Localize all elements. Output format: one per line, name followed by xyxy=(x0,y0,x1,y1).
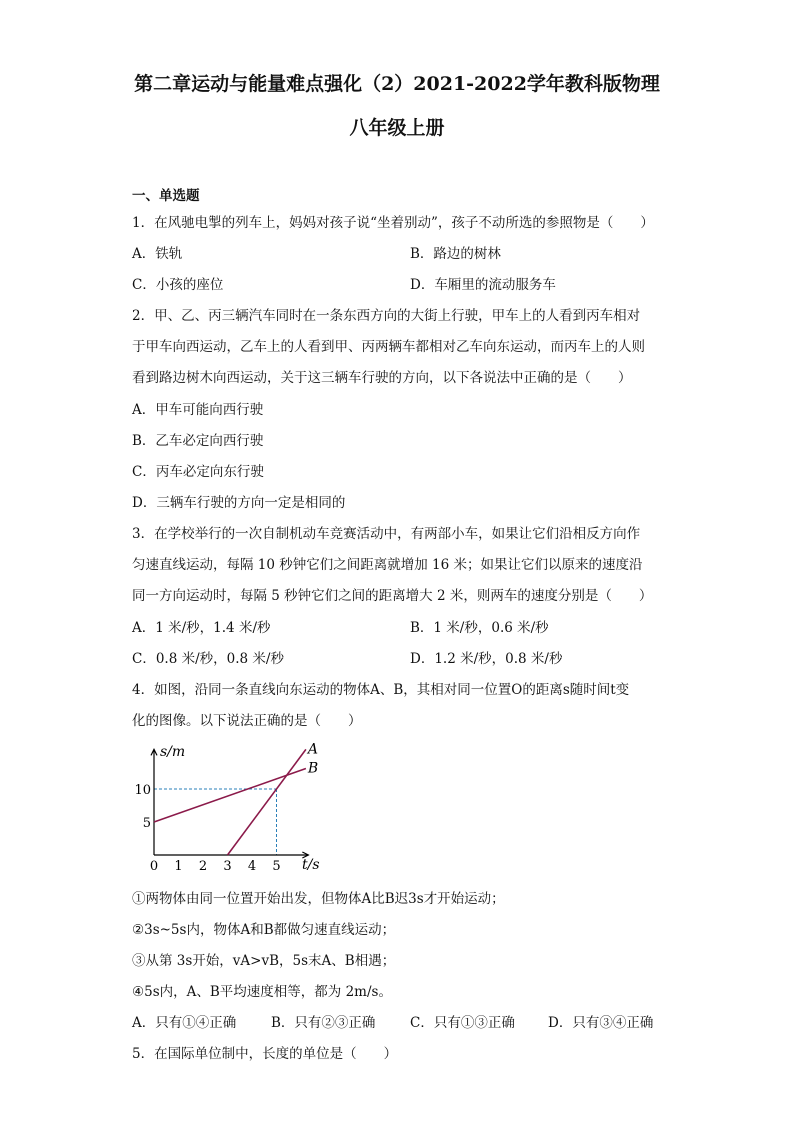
question-1-option-b: B．路边的树林 xyxy=(410,246,501,262)
question-2-stem-line-2: 于甲车向西运动，乙车上的人看到甲、丙两辆车都相对乙车向东运动，而丙车上的人则 xyxy=(132,339,645,355)
question-2-stem-line-3: 看到路边树木向西运动，关于这三辆车行驶的方向，以下各说法中正确的是（ ） xyxy=(132,370,632,386)
question-3-option-d: D．1.2 米/秒，0.8 米/秒 xyxy=(410,651,563,667)
page-title-line-1: 第二章运动与能量难点强化（2）2021-2022学年教科版物理 xyxy=(134,73,660,95)
question-4-option-a: A．只有①④正确 xyxy=(132,1015,237,1031)
y-tick-label: 10 xyxy=(134,783,151,798)
question-4-option-d: D．只有③④正确 xyxy=(548,1015,654,1031)
question-3-option-b: B．1 米/秒，0.6 米/秒 xyxy=(410,620,549,636)
question-4-statement-1: ①两物体由同一位置开始出发，但物体A比B迟3s才开始运动； xyxy=(132,891,505,907)
question-4-statement-4: ④5s内，A、B平均速度相等，都为 2m/s。 xyxy=(132,984,392,1000)
question-2-option-b: B．乙车必定向西行驶 xyxy=(132,433,264,449)
x-tick-label: 2 xyxy=(198,859,208,874)
x-tick-label: 4 xyxy=(247,859,257,874)
question-3-option-c: C．0.8 米/秒，0.8 米/秒 xyxy=(132,651,284,667)
x-axis-label: t/s xyxy=(302,857,320,873)
question-1-option-a: A．铁轨 xyxy=(132,246,183,262)
distance-time-chart xyxy=(130,738,330,878)
y-axis-label: s/m xyxy=(160,744,186,760)
question-1-stem: 1．在风驰电掣的列车上，妈妈对孩子说“坐着别动”，孩子不动所选的参照物是（ ） xyxy=(132,215,654,231)
question-2-option-d: D．三辆车行驶的方向一定是相同的 xyxy=(132,495,346,511)
question-4-statement-2: ②3s~5s内，物体A和B都做匀速直线运动； xyxy=(132,922,396,938)
x-tick-label: 3 xyxy=(223,859,232,874)
question-2-option-c: C．丙车必定向东行驶 xyxy=(132,464,264,480)
question-3-stem-line-3: 同一方向运动时，每隔 5 秒钟它们之间的距离增大 2 米，则两车的速度分别是（ ） xyxy=(132,588,653,604)
page-title-line-2: 八年级上册 xyxy=(349,117,445,139)
series-line-a xyxy=(228,749,306,855)
question-2-stem-line-1: 2．甲、乙、丙三辆汽车同时在一条东西方向的大街上行驶，甲车上的人看到丙车相对 xyxy=(132,308,641,324)
x-tick-label: 5 xyxy=(272,859,281,874)
series-label-b: B xyxy=(307,760,319,777)
question-3-stem-line-2: 匀速直线运动，每隔 10 秒钟它们之间距离就增加 16 米；如果让它们以原来的速度沿 xyxy=(132,557,643,573)
question-4-option-c: C．只有①③正确 xyxy=(410,1015,515,1031)
series-label-a: A xyxy=(307,741,319,758)
question-4-statement-3: ③从第 3s开始，vA>vB，5s末A、B相遇； xyxy=(132,953,396,969)
question-3-stem-line-1: 3．在学校举行的一次自制机动车竞赛活动中，有两部小车，如果让它们沿相反方向作 xyxy=(132,526,641,542)
x-tick-label: 1 xyxy=(174,859,183,874)
section-heading: 一、单选题 xyxy=(132,188,200,204)
question-4-stem-line-2: 化的图像。以下说法正确的是（ ） xyxy=(132,713,362,729)
question-2-option-a: A．甲车可能向西行驶 xyxy=(132,402,264,418)
y-tick-label: 5 xyxy=(142,816,151,831)
question-5-stem: 5．在国际单位制中，长度的单位是（ ） xyxy=(132,1046,398,1062)
question-1-option-d: D．车厢里的流动服务车 xyxy=(410,277,556,293)
series-line-b xyxy=(154,769,306,822)
question-4-option-b: B．只有②③正确 xyxy=(271,1015,376,1031)
question-4-stem-line-1: 4．如图，沿同一条直线向东运动的物体A、B，其相对同一位置O的距离s随时间t变 xyxy=(132,682,630,698)
question-1-option-c: C．小孩的座位 xyxy=(132,277,224,293)
x-tick-label: 0 xyxy=(149,859,159,874)
question-3-option-a: A．1 米/秒，1.4 米/秒 xyxy=(132,620,271,636)
